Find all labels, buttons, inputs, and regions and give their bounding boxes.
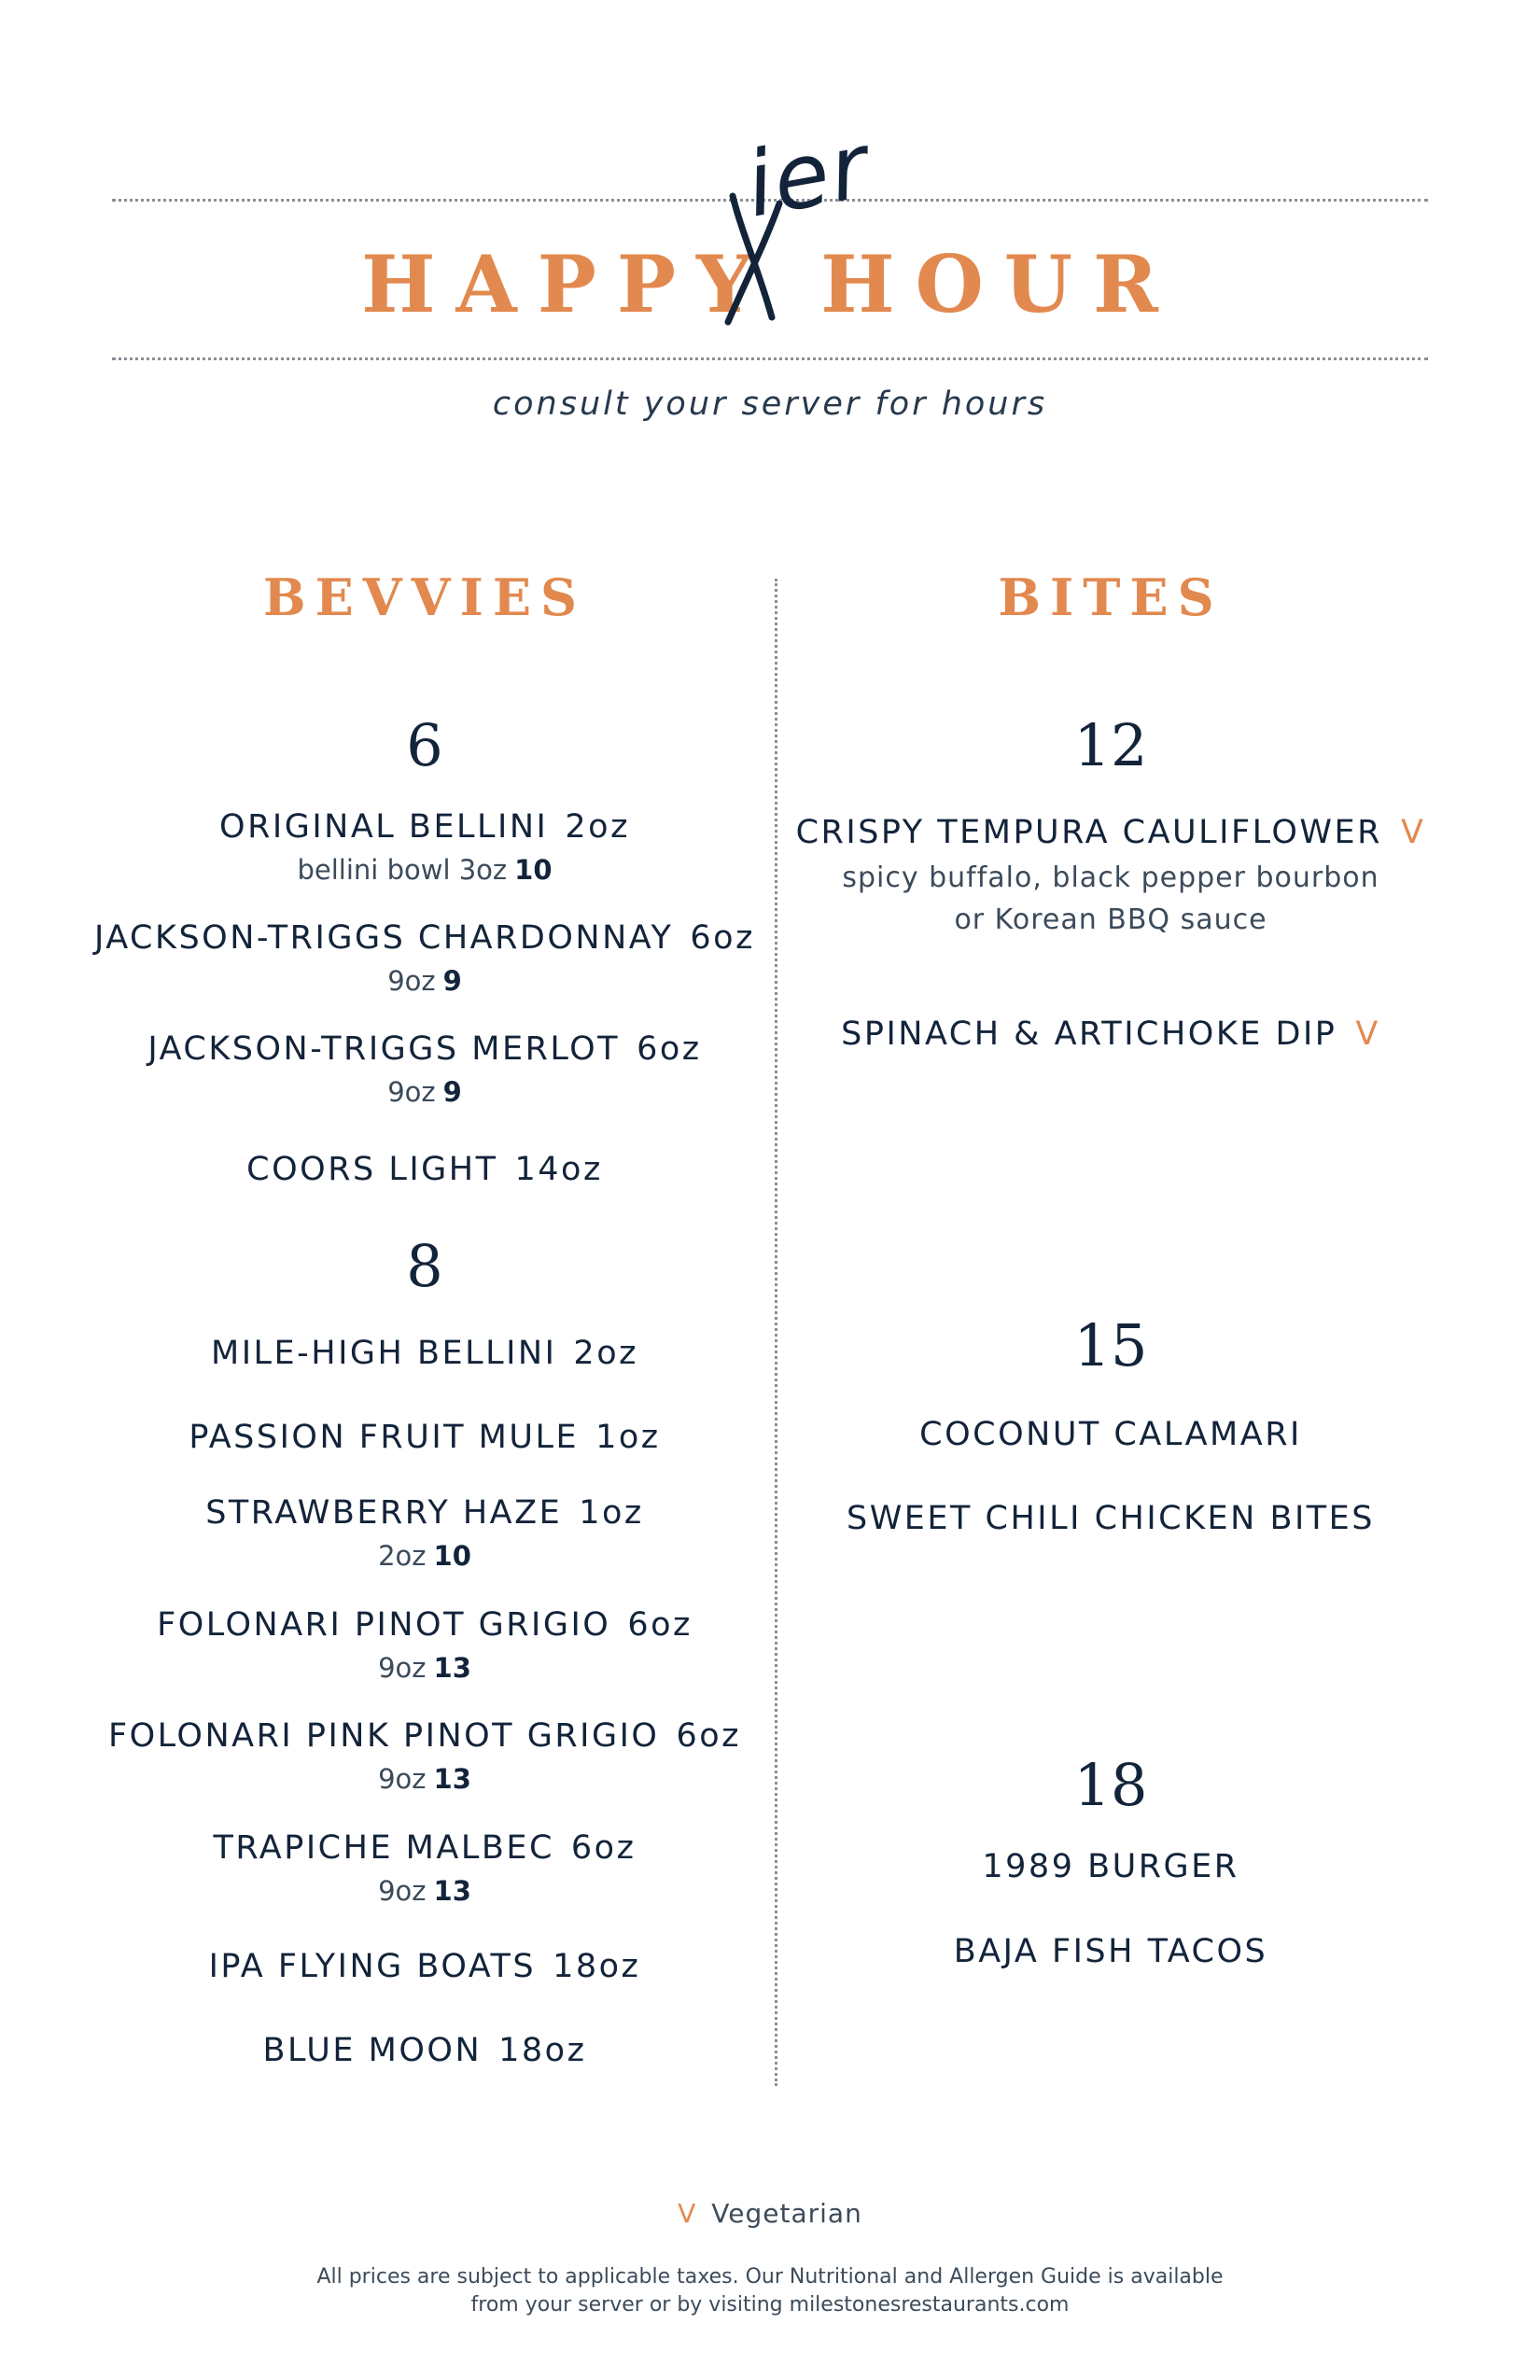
item-name: JACKSON-TRIGGS MERLOT xyxy=(147,1030,621,1068)
menu-item xyxy=(51,1151,798,1188)
bevvies-heading: BEVVIES xyxy=(262,567,586,627)
item-name: 1989 BURGER xyxy=(982,1848,1239,1885)
item-name: TRAPICHE MALBEC xyxy=(213,1829,554,1867)
menu-item xyxy=(737,1500,1484,1537)
item-name: BAJA FISH TACOS xyxy=(953,1933,1268,1970)
price-tier-6: 6 xyxy=(406,711,443,779)
menu-item xyxy=(51,1494,798,1532)
item-name: IPA FLYING BOATS xyxy=(208,1948,537,1985)
menu-item xyxy=(51,1419,798,1456)
hours-subtitle: consult your server for hours xyxy=(492,385,1048,423)
disclaimer-line: from your server or by visiting milestonesrestaurants.com xyxy=(470,2293,1070,2317)
price-tier-18: 18 xyxy=(1073,1751,1148,1819)
item-name: FOLONARI PINOT GRIGIO xyxy=(157,1606,611,1644)
description-line: spicy buffalo, black pepper bourbon xyxy=(842,861,1379,894)
vegetarian-legend xyxy=(0,2198,1540,2229)
menu-item xyxy=(737,1848,1484,1885)
item-name: FOLONARI PINK PINOT GRIGIO xyxy=(107,1717,660,1755)
upsize-size: 9oz xyxy=(387,1076,436,1108)
menu-item xyxy=(737,814,1484,851)
menu-item xyxy=(51,1030,798,1068)
title-part-2: HOUR xyxy=(773,238,1179,330)
item-size: 1oz xyxy=(579,1494,644,1532)
menu-item xyxy=(51,1606,798,1644)
menu-item xyxy=(51,1717,798,1755)
item-upsize xyxy=(51,1875,798,1907)
item-name: BLUE MOON xyxy=(262,2032,483,2069)
item-upsize xyxy=(51,854,798,886)
upsize-size: 2oz xyxy=(378,1540,427,1572)
upsize-size: bellini bowl 3oz xyxy=(297,854,508,886)
handwritten-annotation: ier xyxy=(738,113,877,238)
item-size: 18oz xyxy=(498,2032,587,2069)
title-part-1: HAPP xyxy=(361,238,697,330)
vegetarian-mark: V xyxy=(1355,1015,1380,1053)
item-size: 18oz xyxy=(553,1948,641,1985)
item-name: CRISPY TEMPURA CAULIFLOWER xyxy=(795,814,1382,851)
item-upsize xyxy=(51,1652,798,1684)
item-upsize xyxy=(51,1076,798,1108)
item-size: 2oz xyxy=(573,1335,638,1372)
item-upsize xyxy=(51,965,798,997)
item-size: 2oz xyxy=(565,808,630,846)
vegetarian-mark: V xyxy=(1400,814,1426,851)
upsize-price: 9 xyxy=(442,1076,462,1108)
item-size: 6oz xyxy=(690,919,755,957)
upsize-size: 9oz xyxy=(387,965,436,997)
upsize-price: 13 xyxy=(433,1763,471,1795)
menu-item xyxy=(51,808,798,846)
price-tier-12: 12 xyxy=(1073,711,1148,779)
upsize-size: 9oz xyxy=(378,1652,427,1684)
item-name: ORIGINAL BELLINI xyxy=(219,808,549,846)
item-name: MILE-HIGH BELLINI xyxy=(211,1335,557,1372)
upsize-price: 13 xyxy=(433,1875,471,1907)
menu-item xyxy=(51,1335,798,1372)
tax-disclaimer xyxy=(0,2263,1540,2319)
item-size: 6oz xyxy=(637,1030,702,1068)
price-tier-8: 8 xyxy=(406,1232,443,1300)
legend-text: Vegetarian xyxy=(711,2198,862,2229)
item-size: 6oz xyxy=(627,1606,693,1644)
price-tier-15: 15 xyxy=(1073,1311,1148,1379)
item-name: COORS LIGHT xyxy=(246,1151,498,1188)
item-description xyxy=(737,857,1484,941)
item-name: SWEET CHILI CHICKEN BITES xyxy=(846,1500,1376,1537)
description-line: or Korean BBQ sauce xyxy=(954,903,1267,936)
disclaimer-line: All prices are subject to applicable taxes. Our Nutritional and Allergen Guide is available xyxy=(316,2265,1224,2289)
menu-item xyxy=(51,1948,798,1985)
item-size: 6oz xyxy=(676,1717,742,1755)
upsize-size: 9oz xyxy=(378,1875,427,1907)
upsize-price: 9 xyxy=(442,965,462,997)
bottom-dotted-rule xyxy=(112,357,1428,360)
bites-heading: BITES xyxy=(998,567,1224,627)
item-name: PASSION FRUIT MULE xyxy=(189,1419,580,1456)
item-name: COCONUT CALAMARI xyxy=(919,1416,1302,1453)
menu-item xyxy=(51,1829,798,1867)
upsize-size: 9oz xyxy=(378,1763,427,1795)
upsize-price: 10 xyxy=(433,1540,471,1572)
item-name: JACKSON-TRIGGS CHARDONNAY xyxy=(94,919,674,957)
item-name: SPINACH & ARTICHOKE DIP xyxy=(841,1015,1337,1053)
menu-item xyxy=(737,1015,1484,1053)
item-size: 14oz xyxy=(514,1151,603,1188)
menu-item xyxy=(51,2032,798,2069)
menu-item xyxy=(737,1933,1484,1970)
item-size: 6oz xyxy=(570,1829,637,1867)
upsize-price: 10 xyxy=(514,854,553,886)
item-name: STRAWBERRY HAZE xyxy=(205,1494,563,1532)
title-struck-letter: Y xyxy=(696,238,773,330)
menu-item xyxy=(737,1416,1484,1453)
item-upsize xyxy=(51,1540,798,1572)
vegetarian-mark: V xyxy=(678,2198,697,2229)
item-upsize xyxy=(51,1763,798,1795)
menu-item xyxy=(51,919,798,957)
item-size: 1oz xyxy=(595,1419,661,1456)
upsize-price: 13 xyxy=(433,1652,471,1684)
